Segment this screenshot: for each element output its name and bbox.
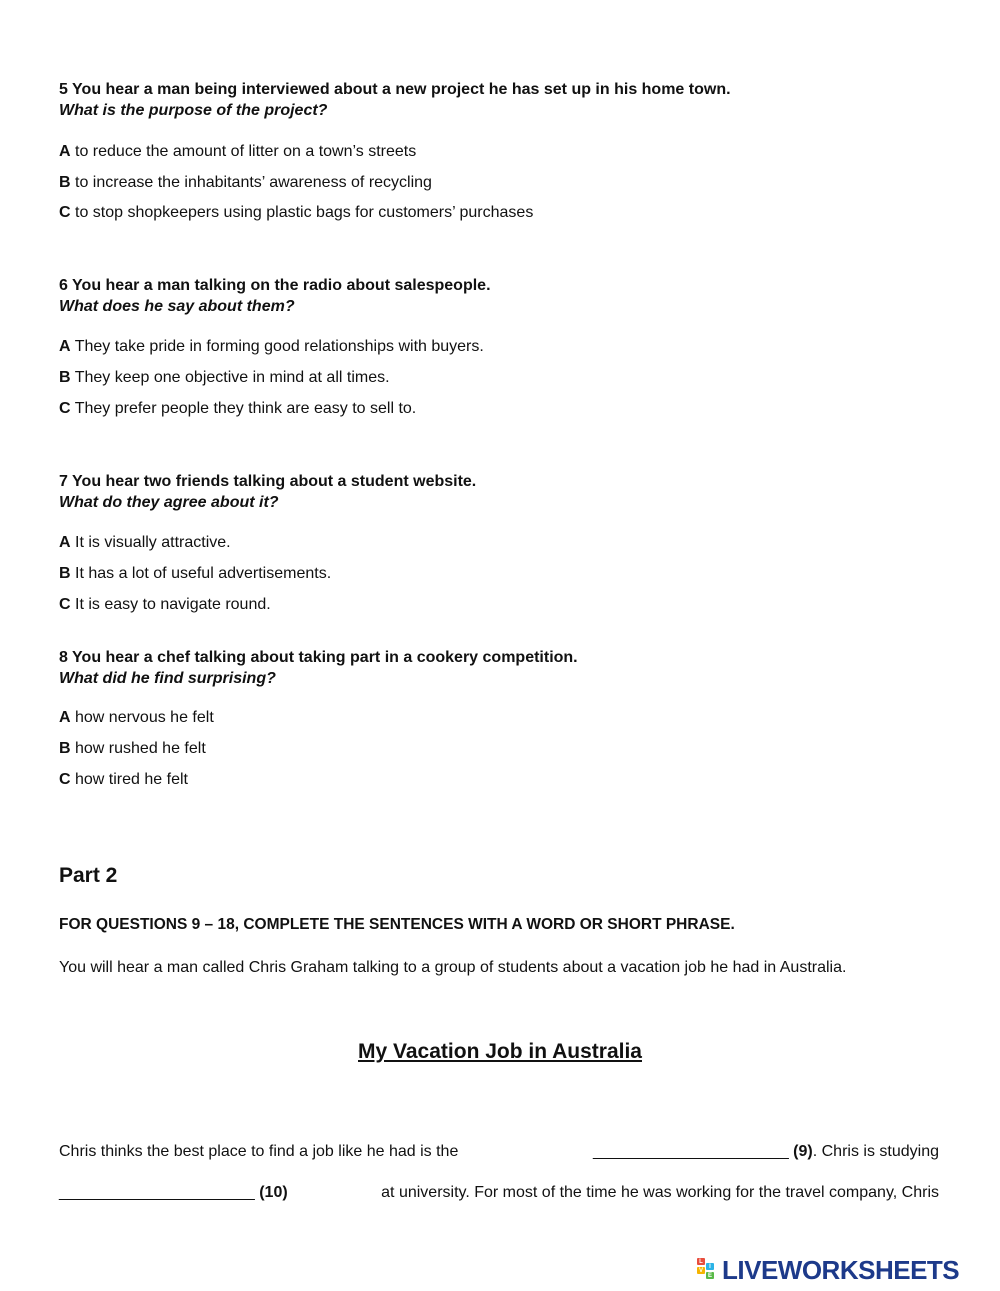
question-prompt: What do they agree about it?	[59, 494, 279, 511]
question-stem: 8 You hear a chef talking about taking part in a cookery competition.	[59, 649, 578, 666]
option-text: how tired he felt	[70, 771, 188, 788]
blank-line: ______________________	[59, 1184, 255, 1201]
option-text: They take pride in forming good relationships with buyers.	[70, 338, 484, 355]
option-5a[interactable]	[59, 142, 416, 162]
question-number: (9)	[793, 1143, 813, 1160]
option-text: to reduce the amount of litter on a town’s streets	[70, 143, 417, 160]
question-number: (10)	[259, 1184, 288, 1201]
answer-blank-9[interactable]	[593, 1141, 939, 1162]
option-7c[interactable]	[59, 595, 271, 615]
answer-blank-10[interactable]	[59, 1182, 288, 1203]
option-5b[interactable]	[59, 173, 432, 193]
option-letter: B	[59, 369, 71, 386]
liveworksheets-logo	[697, 1256, 959, 1284]
question-5-header	[59, 79, 731, 121]
option-letter: A	[59, 534, 71, 551]
option-7a[interactable]	[59, 533, 231, 553]
option-text: how rushed he felt	[70, 740, 206, 757]
option-text: to increase the inhabitants’ awareness of recycling	[70, 174, 432, 191]
option-letter: C	[59, 400, 71, 417]
logo-text: LIVEWORKSHEETS	[722, 1254, 960, 1285]
paragraph-line-1	[59, 1141, 939, 1162]
option-letter: C	[59, 771, 71, 788]
logo-block: V	[698, 1267, 703, 1274]
option-text: how nervous he felt	[70, 709, 214, 726]
option-letter: A	[59, 709, 71, 726]
question-6-header	[59, 275, 491, 317]
option-letter: B	[59, 565, 71, 582]
part-2-instruction: FOR QUESTIONS 9 – 18, COMPLETE THE SENTENCES WITH A WORD OR SHORT PHRASE.	[59, 916, 735, 933]
logo-icon	[697, 1258, 719, 1282]
sentence-text: . Chris is studying	[812, 1143, 939, 1160]
option-6a[interactable]	[59, 337, 484, 357]
question-prompt: What is the purpose of the project?	[59, 102, 328, 119]
question-stem: 5 You hear a man being interviewed about a new project he has set up in his home town.	[59, 81, 731, 98]
option-letter: A	[59, 338, 71, 355]
part-2-intro: You will hear a man called Chris Graham talking to a group of students about a vacation job he had in Australia.	[59, 959, 847, 976]
question-prompt: What did he find surprising?	[59, 670, 276, 687]
logo-block: L	[697, 1258, 705, 1265]
option-6b[interactable]	[59, 368, 390, 388]
option-6c[interactable]	[59, 399, 416, 419]
option-letter: B	[59, 740, 71, 757]
document-title: My Vacation Job in Australia	[358, 1040, 642, 1063]
sentence-text: Chris thinks the best place to find a job like he had is the	[59, 1143, 459, 1160]
option-8c[interactable]	[59, 770, 188, 790]
option-text: It has a lot of useful advertisements.	[70, 565, 332, 582]
logo-block: E	[707, 1272, 712, 1279]
option-5c[interactable]	[59, 203, 533, 223]
option-7b[interactable]	[59, 564, 331, 584]
option-text: It is easy to navigate round.	[70, 596, 271, 613]
logo-block: I	[706, 1263, 714, 1270]
option-text: to stop shopkeepers using plastic bags for customers’ purchases	[70, 204, 534, 221]
paragraph-line-2	[59, 1182, 939, 1203]
option-text: They prefer people they think are easy to sell to.	[70, 400, 417, 417]
option-text: It is visually attractive.	[70, 534, 231, 551]
question-stem: 7 You hear two friends talking about a student website.	[59, 473, 477, 490]
option-text: They keep one objective in mind at all times.	[70, 369, 390, 386]
option-letter: C	[59, 596, 71, 613]
part-2-title: Part 2	[59, 864, 118, 887]
blank-line: ______________________	[592, 1143, 789, 1160]
option-8a[interactable]	[59, 708, 214, 728]
option-letter: B	[59, 174, 71, 191]
question-prompt: What does he say about them?	[59, 298, 295, 315]
option-8b[interactable]	[59, 739, 206, 759]
sentence-text: at university. For most of the time he was working for the travel company, Chris	[381, 1184, 939, 1201]
option-letter: C	[59, 204, 71, 221]
question-7-header	[59, 471, 476, 513]
question-stem: 6 You hear a man talking on the radio about salespeople.	[59, 277, 491, 294]
option-letter: A	[59, 143, 71, 160]
question-8-header	[59, 647, 578, 689]
